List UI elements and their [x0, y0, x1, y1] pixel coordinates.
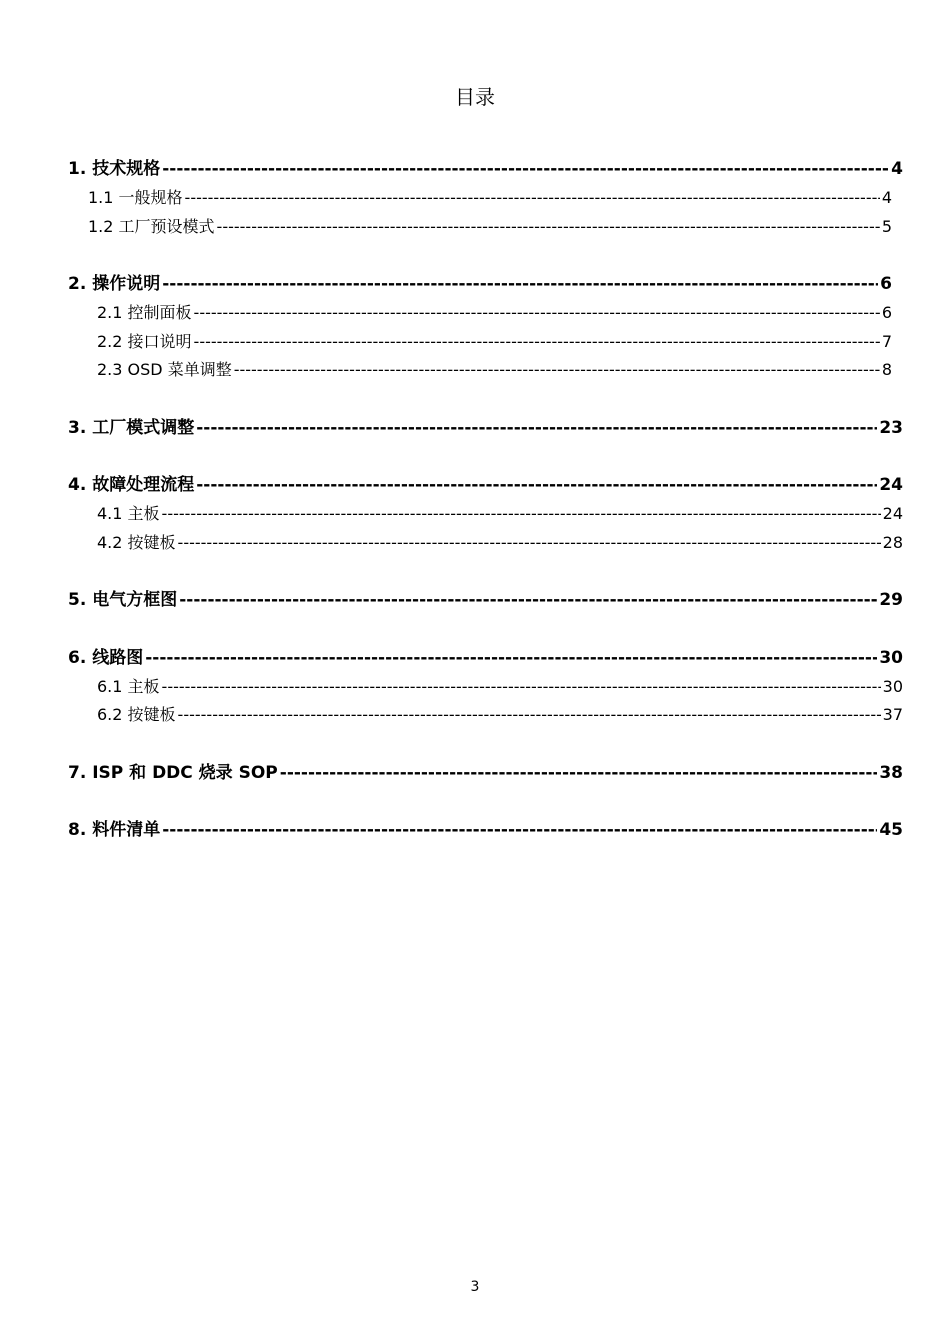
toc-entry-label: 2.1 控制面板 [97, 303, 192, 322]
toc-leader-dots [162, 272, 878, 296]
toc-entry-page: 5 [881, 217, 892, 236]
toc-leader-dots [162, 818, 877, 842]
toc-entry-2-2[interactable] [97, 330, 892, 354]
toc-entry-2[interactable] [68, 272, 892, 296]
toc-leader-dots [196, 416, 877, 440]
toc-leader-dots [178, 703, 881, 727]
toc-entry-label: 4. 故障处理流程 [68, 475, 195, 495]
toc-entry-label: 1.1 一般规格 [88, 188, 183, 207]
toc-leader-dots [217, 215, 880, 239]
toc-entry-page: 4 [881, 188, 892, 207]
toc-entry-6-2[interactable] [97, 703, 903, 727]
toc-entry-page: 45 [879, 820, 903, 840]
toc-entry-label: 4.2 按键板 [97, 533, 176, 552]
toc-entry-label: 6.2 按键板 [97, 705, 176, 724]
toc-entry-label: 6.1 主板 [97, 677, 160, 696]
toc-entry-label: 1. 技术规格 [68, 159, 161, 179]
toc-leader-dots [196, 473, 877, 497]
toc-entry-label: 5. 电气方框图 [68, 590, 178, 610]
toc-entry-page: 30 [882, 677, 903, 696]
toc-entry-4-2[interactable] [97, 531, 903, 555]
toc-entry-page: 6 [881, 303, 892, 322]
toc-leader-dots [162, 675, 881, 699]
toc-leader-dots [280, 761, 878, 785]
toc-leader-dots [234, 358, 880, 382]
toc-entry-page: 4 [891, 159, 903, 179]
toc-entry-5[interactable] [68, 588, 903, 612]
toc-entry-6[interactable] [68, 646, 903, 670]
toc-entry-page: 24 [882, 504, 903, 523]
toc-leader-dots [145, 646, 877, 670]
toc-entry-label: 4.1 主板 [97, 504, 160, 523]
toc-entry-2-1[interactable] [97, 301, 892, 325]
toc-entry-page: 28 [882, 533, 903, 552]
toc-entry-label: 3. 工厂模式调整 [68, 418, 195, 438]
toc-entry-label: 2.2 接口说明 [97, 332, 192, 351]
toc-entry-page: 30 [879, 648, 903, 668]
toc-entry-page: 24 [879, 475, 903, 495]
toc-leader-dots [194, 330, 880, 354]
toc-leader-dots [185, 186, 880, 210]
page-title: 目录 [455, 85, 495, 109]
toc-entry-page: 8 [881, 360, 892, 379]
toc-entry-page: 38 [879, 763, 903, 783]
toc-entry-label: 2.3 OSD 菜单调整 [97, 360, 232, 379]
toc-entry-6-1[interactable] [97, 675, 903, 699]
toc-entry-page: 7 [881, 332, 892, 351]
footer-page-number: 3 [470, 1279, 480, 1295]
toc-entry-4[interactable] [68, 473, 903, 497]
toc-entry-page: 29 [879, 590, 903, 610]
toc-entry-1-2[interactable] [88, 215, 892, 239]
toc-entry-1[interactable] [68, 157, 903, 181]
toc-entry-page: 6 [880, 274, 892, 294]
toc-entry-7[interactable] [68, 761, 903, 785]
toc-entry-1-1[interactable] [88, 186, 892, 210]
toc-entry-page: 23 [879, 418, 903, 438]
toc-entry-label: 2. 操作说明 [68, 274, 161, 294]
toc-entry-page: 37 [882, 705, 903, 724]
toc-entry-2-3[interactable] [97, 358, 892, 382]
toc-entry-3[interactable] [68, 416, 903, 440]
toc-entry-label: 6. 线路图 [68, 648, 144, 668]
toc-entry-label: 8. 料件清单 [68, 820, 161, 840]
toc-entry-label: 1.2 工厂预设模式 [88, 217, 215, 236]
toc-leader-dots [162, 157, 889, 181]
toc-leader-dots [178, 531, 881, 555]
toc-entry-8[interactable] [68, 818, 903, 842]
toc-entry-label: 7. ISP 和 DDC 烧录 SOP [68, 763, 278, 783]
toc-entry-4-1[interactable] [97, 502, 903, 526]
toc-leader-dots [162, 502, 881, 526]
toc-leader-dots [179, 588, 877, 612]
toc-leader-dots [194, 301, 880, 325]
